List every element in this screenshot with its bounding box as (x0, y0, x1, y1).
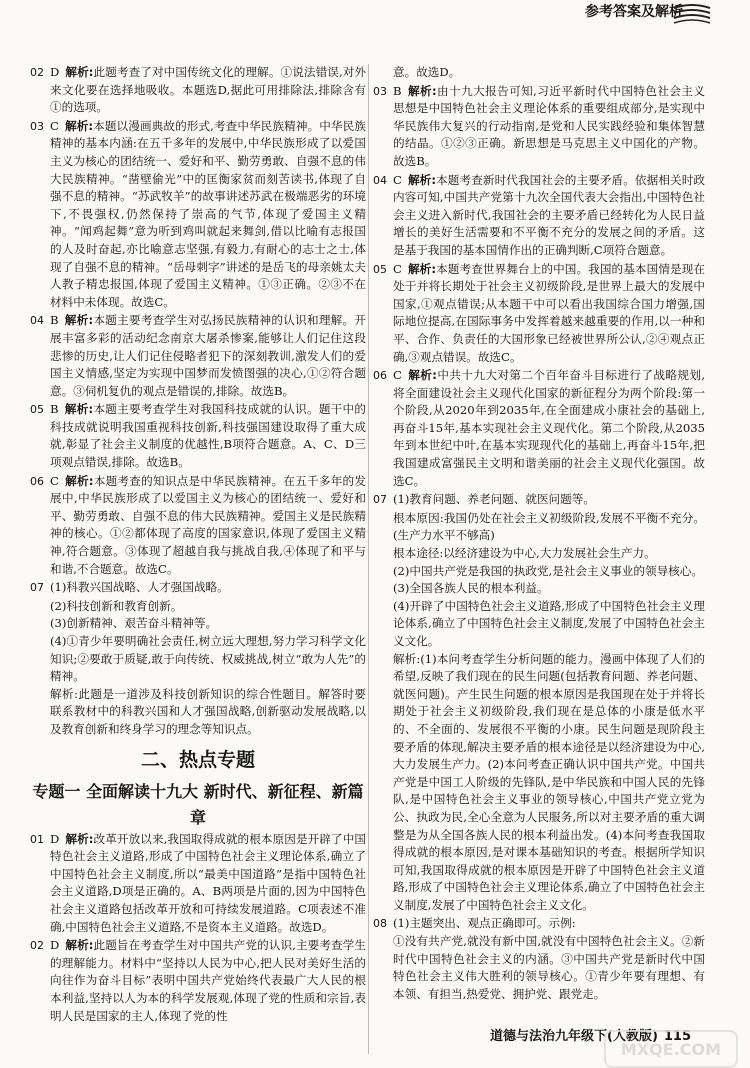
answer-choice: D (50, 938, 60, 953)
answer-item (373, 83, 705, 171)
answer-text: 本题考查新时代我国社会的主要矛盾。依据相关时政内容可知,中国共产党第十九次全国代表大会指出,中国特色社会主义进入新时代,我国社会的主要矛盾已经转化为人民日益增长的美好生活需要和不平衡不充分的发展之间的矛盾。这是基于我国的基本国情作出的正确判断,C项符合题意。 (393, 172, 705, 257)
answer-text: 本题主要考查学生对我国科技成就的认识。题干中的科技成就说明我国重视科技创新,科技强国建设取得了重大成就,彰显了社会主义制度的优越性,B项符合题意。A、C、D三项观点错误,排除。故选B。 (50, 402, 366, 470)
answer-item (30, 831, 366, 937)
answer-subitem: (2)中国共产党是我国的执政党,是社会主义事业的领导核心。 (393, 563, 703, 578)
answer-choice: D (50, 65, 60, 79)
answer-text: (1)科教兴国战略、人才强国战略。 (50, 580, 229, 595)
analysis-label: 解析: (64, 118, 94, 133)
question-number: 04 (373, 173, 387, 187)
footer-subject: 道德与法治九年级下(人教版) (490, 1029, 658, 1044)
answer-subitem: (3)全国各族人民的根本利益。 (393, 581, 549, 596)
answer-item (30, 473, 366, 579)
answer-choice: C (50, 118, 59, 133)
topic-title: 专题一 全面解读十九大 新时代、新征程、新篇章 (32, 781, 364, 827)
analysis-label: 解析: (65, 938, 94, 953)
question-number: 04 (30, 314, 44, 328)
right-column (373, 64, 705, 1044)
analysis-label: 解析: (407, 172, 437, 187)
answer-choice: D (50, 831, 60, 846)
answer-subitem: 解析:此题是一道涉及科技创新知识的综合性题目。解答时要联系教材中的科教兴国和人才强国战略,创新驱动发展战略,以及教育创新和终身学习的理念等知识点。 (50, 686, 366, 736)
answer-item (373, 367, 705, 490)
question-number: 01 (30, 832, 44, 846)
answer-choice: C (393, 368, 402, 383)
answer-item (30, 579, 366, 597)
watermark-logo (604, 1030, 738, 1068)
answer-subitem: (4)开辟了中国特色社会主义道路,形成了中国特色社会主义理论体系,确立了中国特色社会主义制度,发展了中国特色社会主义文化。 (393, 598, 705, 648)
answer-text: 此题旨在考查学生对中国共产党的认识,主要考查学生的理解能力。材料中“坚持以人民为中心,把人民对美好生活的向往作为奋斗目标”表明中国共产党始终代表最广大人民的根本利益,坚持以人为本的科学发展观,体现了党的性质和宗旨,表明人民是国家的主人,体现了党的性 (50, 938, 366, 1023)
answer-choice: C (393, 261, 402, 276)
answer-item (30, 312, 366, 400)
answer-text: 本题以漫画典故的形式,考查中华民族精神。中华民族精神的基本内涵:在五千多年的发展中,中华民族形成了以爱国主义为核心的团结统一、爱好和平、勤劳勇敢、自强不息的伟大民族精神。“凿壁偷光”中的匡衡家贫而刻苦读书,体现了自强不息的精神。“苏武牧羊”的故事讲述苏武在极端恶劣的环境下,不畏强权,仍然保持了崇高的气节,体现了爱国主义精神。“闻鸡起舞”意为听到鸡叫就起来舞剑,借以比喻有志报国的人及时奋起,亦比喻意志坚强,有毅力,有耐心的志士之士,体现了自强不息的精神。“岳母刺字”讲述的是岳飞的母亲姚太夫人教子精忠报国,体现了爱国主义精神。①③正确。②③不在材料中未体现。故选C。 (50, 118, 366, 309)
answer-text: 由十九大报告可知,习近平新时代中国特色社会主义思想是中国特色社会主义理论体系的重要组成部分,是实现中华民族伟大复兴的行动指南,是党和人民实践经验和集体智慧的结晶。①②③正确。新思想是马克思主义中国化的产物。故选B。 (393, 83, 705, 168)
analysis-label: 解析: (65, 65, 94, 79)
question-number: 07 (30, 581, 44, 595)
analysis-label: 解析: (64, 473, 94, 488)
answer-text: (1)教育问题、养老问题、就医问题等。 (393, 492, 595, 507)
question-number: 03 (373, 84, 387, 98)
question-number: 07 (373, 493, 387, 507)
answer-choice: B (50, 402, 59, 417)
answer-item (30, 64, 366, 117)
answer-text: 此题考查了对中国传统文化的理解。①说法错误,对外来文化要在选择地吸收。本题选D,据此可用排除法,排除含有①的选项。 (50, 65, 366, 115)
answer-subitem: (3)创新精神、艰苦奋斗精神等。 (50, 616, 218, 631)
column-divider (368, 64, 369, 1054)
answer-text: 中共十九大对第二个百年奋斗目标进行了战略规划,将全面建设社会主义现代化国家的新征程分为两个阶段:第一个阶段,从2020年到2035年,在全面建成小康社会的基础上,再奋斗15年,基本实现社会主义现代化。第二个阶段,从2035年到本世纪中叶,在基本实现现代化的基础上,再奋斗15年,把我国建成富强民主文明和谐美丽的社会主义现代化强国。故选C。 (393, 368, 705, 488)
answer-subitem: ①没有共产党,就没有新中国,就没有中国特色社会主义。②新时代中国特色社会主义的内涵。③中国共产党是新时代中国特色社会主义伟大胜利的领导核心。①青少年要有理想、有本领、有担当,热爱党、拥护党、跟党走。 (393, 934, 705, 1001)
question-number: 06 (373, 369, 387, 383)
analysis-label: 解析: (407, 368, 437, 383)
watermark-text: MXQE.COM (620, 1040, 722, 1059)
analysis-label: 解析: (407, 261, 437, 276)
answer-item (373, 915, 705, 933)
analysis-label: 解析: (64, 402, 94, 417)
answer-item (373, 491, 705, 509)
page-header (0, 0, 750, 50)
left-column (30, 64, 366, 1024)
answer-item (373, 172, 705, 260)
answer-subitem: 根本途径:以经济建设为中心,大力发展社会生产力。 (393, 546, 656, 561)
answer-subitem: 根本原因:我国仍处在社会主义初级阶段,发展不平衡不充分。(生产力水平不够高) (393, 510, 705, 543)
answer-choice: C (393, 172, 402, 187)
answer-item (30, 118, 366, 312)
book-logo-icon (672, 2, 712, 26)
answer-item (30, 937, 366, 1024)
answer-text: 改革开放以来,我国取得成就的根本原因是开辟了中国特色社会主义道路,形成了中国特色社会主义理论体系,确立了中国特色社会主义制度,所以“最美中国道路”是指中国特色社会主义道路,D项是正确的。A、B两项是片面的,因为中国特色社会主义道路包括改革开放和可持续发展道路。C项表述不准确,中国特色社会主义道路,不是资本主义道路。故选D。 (50, 831, 366, 934)
analysis-label: 解析: (407, 83, 437, 98)
answer-text: 本题考查的知识点是中华民族精神。在五千多年的发展中,中华民族形成了以爱国主义为核心的团结统一、爱好和平、勤劳勇敢、自强不息的伟大民族精神。爱国主义是民族精神的核心。①②都体现了高度的国家意识,体现了爱国主义精神,符合题意。③体现了超越自我与挑战自我,④体现了和平与和谐,不合题意。故选C。 (50, 473, 366, 576)
page-number: 115 (663, 1029, 692, 1044)
answer-item (373, 261, 705, 367)
answer-item (373, 64, 705, 82)
answer-choice: B (50, 313, 59, 328)
answer-text: 意。故选D。 (393, 65, 461, 79)
answer-subitem: (4)①青少年要明确社会责任,树立远大理想,努力学习科学文化知识;②要敢于质疑,敢于向传统、权威挑战,树立“敢为人先”的精神。 (50, 634, 366, 684)
answer-text: 本题主要考查学生对弘扬民族精神的认识和理解。开展丰富多彩的活动纪念南京大屠杀惨案,能够让人们记住这段悲惨的历史,让人们记住侵略者犯下的深刻教训,激发人们的爱国主义情感,坚定为实现中国梦而发愤图强的决心,①②符合题意。③伺机复仇的观点是错误的,排除。故选B。 (50, 313, 366, 398)
analysis-label: 解析: (64, 313, 94, 328)
question-number: 05 (30, 403, 44, 417)
question-number: 08 (373, 916, 387, 930)
answer-subitem: (2)科技创新和教育创新。 (50, 598, 183, 613)
answer-subitem: 解析:(1)本问考查学生分析问题的能力。漫画中体现了人们的希望,反映了我们现在的民生问题(包括教育问题、养老问题、就医问题)。产生民生问题的根本原因是我国现在处于并将长期处于社会主义初级阶段,我们现在是总体的小康是低水平的、不全面的、发展很不平衡的小康。民生问题是现阶段主要矛盾的体现,解决主要矛盾的根本途径是以经济建设为中心,大力发展生产力。(2)本问考查正确认识中国共产党。中国共产党是中国工人阶级的先锋队,是中华民族和中国人民的先锋队,是中国特色社会主义事业的领导核心,中国共产党立党为公、执政为民,全心全意为人民服务,所以对主要矛盾的重大调整是为从全国各族人民的根本利益出发。(4)本问考查我国取得成就的根本原因,是对课本基础知识的考查。根据所学知识可知,我国取得成就的根本原因是开辟了中国特色社会主义道路,形成了中国特色社会主义理论体系,确立了中国特色社会主义制度,发展了中国特色社会主义文化。 (393, 651, 705, 912)
section-title: 二、热点专题 (140, 748, 255, 771)
question-number: 03 (30, 119, 44, 133)
question-number: 02 (30, 66, 44, 79)
question-number: 06 (30, 474, 44, 488)
header-title: 参考答案及解析 (585, 4, 683, 20)
answer-choice: B (393, 83, 402, 98)
analysis-label: 解析: (65, 831, 94, 846)
question-number: 05 (373, 262, 387, 276)
answer-choice: C (50, 473, 59, 488)
answer-text: 本题考查世界舞台上的中国。我国的基本国情是现在处于并将长期处于社会主义初级阶段,是世界上最大的发展中国家,①观点错误;从本题干中可以看出我国综合国力增强,国际地位提高,在国际事务中发挥着越来越重要的作用,以一种和平、合作、负责任的大国形象已经被世界所公认,②④观点正确,③观点错误。故选C。 (393, 261, 705, 364)
answer-item (30, 401, 366, 471)
answer-text: (1)主题突出、观点正确即可。示例: (393, 915, 576, 930)
question-number: 02 (30, 939, 44, 953)
